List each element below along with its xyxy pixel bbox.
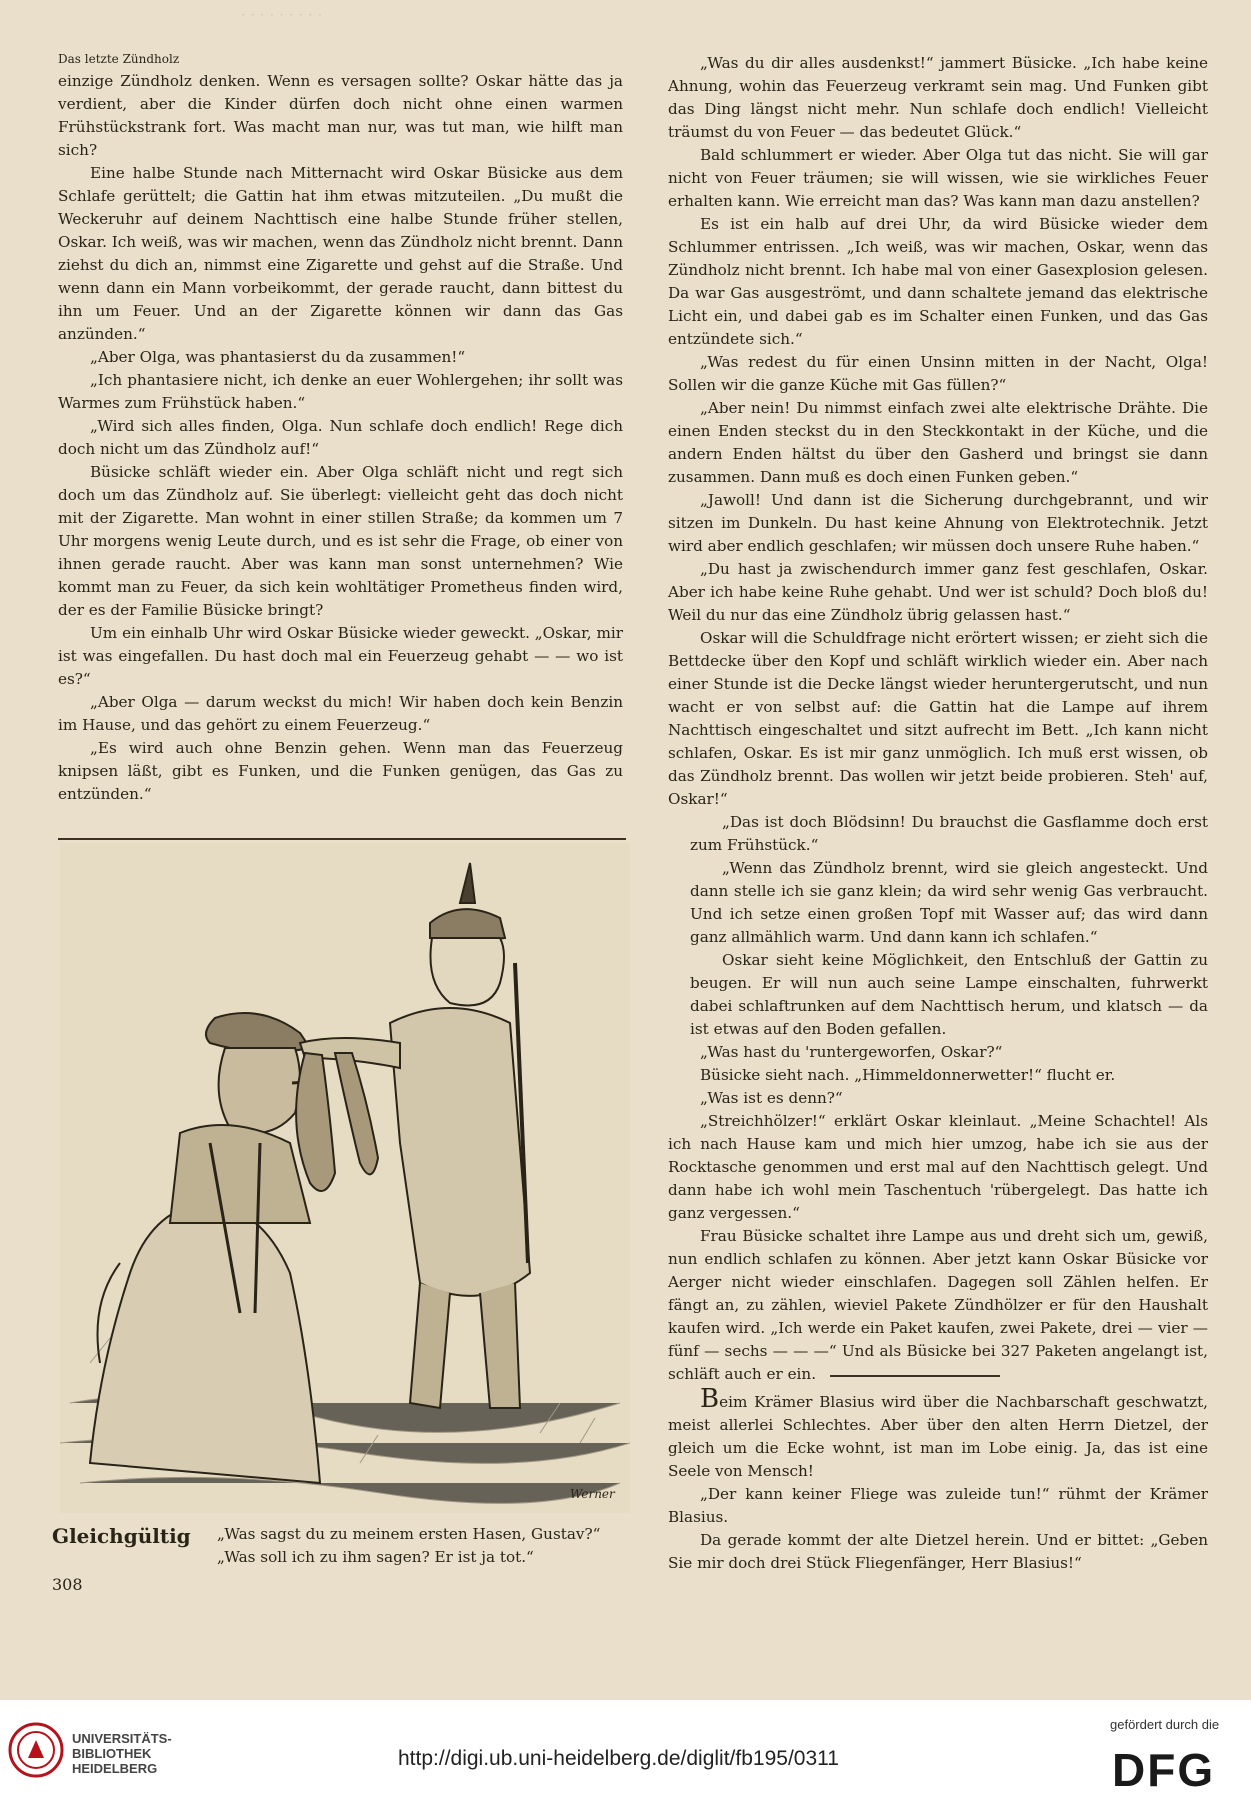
paragraph: einzige Zündholz denken. Wenn es versagen sollte? Oskar hätte das ja verdient, aber die Kinder dürfen doch nicht ohne einen warmen Frühstückstrank fort. Was macht man nur, was tut man, wie hilft man sich? [58, 72, 623, 159]
anecdote [668, 1384, 1208, 1575]
paragraph: „Ich phantasiere nicht, ich denke an euer Wohlergehen; ihr sollt was Warmes zum Frühstück haben.“ [58, 371, 623, 412]
cartoon-illustration [60, 843, 630, 1513]
dfg-logo-icon [1108, 1742, 1238, 1792]
funded-by-label: gefördert durch die [1110, 1717, 1220, 1732]
bleed-through-header: · · · · · · · · · [240, 8, 322, 22]
paragraph: „Was ist es denn?“ [700, 1089, 843, 1107]
paragraph: Da gerade kommt der alte Dietzel herein. Und er bittet: „Geben Sie mir doch drei Stück Fliegenfänger, Herr Blasius!“ [668, 1531, 1208, 1572]
left-column [58, 50, 623, 806]
paragraph: „Was du dir alles ausdenkst!“ jammert Büsicke. „Ich habe keine Ahnung, wohin das Feuerzeug verkramt sein mag. Und Funken gibt das Ding längst nicht mehr. Nun schlafe doch endlich! Vielleicht träumst du von Feuer — das bedeutet Glück.“ [668, 54, 1208, 141]
caption-line: „Was soll ich zu ihm sagen? Er ist ja tot.“ [217, 1548, 534, 1566]
paragraph: „Was redest du für einen Unsinn mitten in der Nacht, Olga! Sollen wir die ganze Küche mit Gas füllen?“ [668, 353, 1208, 394]
library-name-line: BIBLIOTHEK [72, 1746, 152, 1761]
paragraph: Büsicke schläft wieder ein. Aber Olga schläft nicht und regt sich doch um das Zündholz auf. Sie überlegt: vielleicht geht das doch nicht mit der Zigarette. Man wohnt in einer stillen Straße; da kommen um 7 Uhr morgens wenig Leute durch, und es ist sehr die Frage, ob einer von ihnen gerade raucht. Aber was kann man sonst unternehmen? Wie kommt man zu Feuer, da sich kein wohltätiger Prometheus finden wird, der es der Familie Büsicke bringt? [58, 463, 623, 619]
paragraph: Beim Krämer Blasius wird über die Nachbarschaft geschwatzt, meist allerlei Schlechtes. Aber über den alten Herrn Dietzel, der gleich um die Ecke wohnt, ist man im Lobe einig. Ja, das ist eine Seele von Mensch! [668, 1384, 1208, 1480]
paragraph: „Aber nein! Du nimmst einfach zwei alte elektrische Drähte. Die einen Enden steckst du in den Steckkontakt in der Küche, und die andern Enden hältst du über den Gasherd und bringst sie dann zusammen. Dann muß es doch einen Funken geben.“ [668, 399, 1208, 486]
section-rule [830, 1375, 1000, 1377]
paragraph: „Das ist doch Blödsinn! Du brauchst die Gasflamme doch erst zum Frühstück.“ [690, 813, 1208, 854]
paragraph: Eine halbe Stunde nach Mitternacht wird Oskar Büsicke aus dem Schlafe gerüttelt; die Gattin hat ihm etwas mitzuteilen. „Du mußt die Weckeruhr auf deinem Nachttisch eine halbe Stunde früher stellen, Oskar. Ich weiß, was wir machen, wenn das Zündholz nicht brennt. Dann ziehst du dich an, nimmst eine Zigarette und gehst auf die Straße. Und wenn dann ein Mann vorbeikommt, der gerade raucht, dann bittest du ihn um Feuer. Und an der Zigarette können wir dann das Gas anzünden.“ [58, 164, 623, 343]
right-column [668, 52, 1208, 1386]
paragraph: Es ist ein halb auf drei Uhr, da wird Büsicke wieder dem Schlummer entrissen. „Ich weiß, was wir machen, Oskar, wenn das Zündholz nicht brennt. Ich habe mal von einer Gasexplosion gelesen. Da war Gas ausgeströmt, und dann schaltete jemand das elektrische Licht ein, und dabei gab es im Schalter einen Funken, und das Gas entzündete sich.“ [668, 215, 1208, 348]
page-number: 308 [52, 1575, 83, 1594]
paragraph: „Aber Olga, was phantasierst du da zusammen!“ [90, 348, 466, 366]
university-seal-icon [8, 1722, 64, 1778]
caption-line: „Was sagst du zu meinem ersten Hasen, Gustav?“ [217, 1525, 601, 1543]
library-name-line: UNIVERSITÄTS- [72, 1731, 172, 1746]
paragraph: „Aber Olga — darum weckst du mich! Wir haben doch kein Benzin im Hause, und das gehört zu einem Feuerzeug.“ [58, 693, 623, 734]
paragraph: „Es wird auch ohne Benzin gehen. Wenn man das Feuerzeug knipsen läßt, gibt es Funken, und die Funken genügen, das Gas zu entzünden.“ [58, 739, 623, 803]
paragraph: Oskar sieht keine Möglichkeit, den Entschluß der Gattin zu beugen. Er will nun auch seine Lampe einschalten, fuhrwerkt dabei schlaftrunken auf dem Nachttisch herum, und klatsch — da ist etwas auf den Boden gefallen. [690, 951, 1208, 1038]
paragraph: „Streichhölzer!“ erklärt Oskar kleinlaut. „Meine Schachtel! Als ich nach Hause kam und mich hier umzog, habe ich sie aus der Rocktasche genommen und erst mal auf den Nachttisch gelegt. Und dann habe ich wohl mein Taschentuch 'rübergelegt. Das hatte ich ganz vergessen.“ [668, 1112, 1208, 1222]
paragraph: „Wenn das Zündholz brennt, wird sie gleich angesteckt. Und dann stelle ich sie ganz klein; da wird sehr wenig Gas verbraucht. Und ich setze einen großen Topf mit Wasser auf; das wird dann ganz allmählich warm. Und dann kann ich schlafen.“ [690, 859, 1208, 946]
paragraph: Oskar will die Schuldfrage nicht erörtert wissen; er zieht sich die Bettdecke über den Kopf und schläft wirklich wieder ein. Aber nach einer Stunde ist die Decke längst wieder heruntergerutscht, und nun wacht er von selbst auf: die Gattin hat die Lampe auf ihrem Nachttisch eingeschaltet und sitzt aufrecht im Bett. „Ich kann nicht schlafen, Oskar. Es ist mir ganz unmöglich. Ich muß erst wissen, ob das Zündholz brennt. Das wollen wir jetzt beide probieren. Steh' auf, Oskar!“ [668, 629, 1208, 808]
dfg-logo-text: DFG [1112, 1744, 1216, 1792]
running-head: Das letzte Zündholz [58, 52, 180, 66]
paragraph: „Was hast du 'runtergeworfen, Oskar?“ [700, 1043, 1003, 1061]
artist-signature: Werner [570, 1487, 615, 1501]
paragraph: „Wird sich alles finden, Olga. Nun schlafe doch endlich! Rege dich doch nicht um das Zündholz auf!“ [58, 417, 623, 458]
permalink-url[interactable]: http://digi.ub.uni-heidelberg.de/diglit/fb195/0311 [398, 1747, 839, 1770]
cartoon-caption [217, 1523, 647, 1569]
illustration-top-rule [58, 838, 626, 840]
library-name-line: HEIDELBERG [72, 1761, 158, 1776]
paragraph: „Jawoll! Und dann ist die Sicherung durchgebrannt, und wir sitzen im Dunkeln. Du hast keine Ahnung von Elektrotechnik. Jetzt wird aber endlich geschlafen; wir müssen doch unsere Ruhe haben.“ [668, 491, 1208, 555]
library-name [72, 1731, 172, 1776]
paragraph: „Du hast ja zwischendurch immer ganz fest geschlafen, Oskar. Aber ich habe keine Ruhe gehabt. Und wer ist schuld? Doch bloß du! Weil du nur das eine Zündholz übrig gelassen hast.“ [668, 560, 1208, 624]
paragraph: Frau Büsicke schaltet ihre Lampe aus und dreht sich um, gewiß, nun endlich schlafen zu können. Aber jetzt kann Oskar Büsicke vor Aerger nicht wieder einschlafen. Dagegen soll Zählen helfen. Er fängt an, zu zählen, wieviel Pakete Zündhölzer er für den Haushalt kaufen wird. „Ich werde ein Paket kaufen, zwei Pakete, drei — vier — fünf — sechs — — —“ Und als Büsicke bei 327 Paketen angelangt ist, schläft auch er ein. [668, 1227, 1208, 1383]
paragraph: Büsicke sieht nach. „Himmeldonnerwetter!“ flucht er. [700, 1066, 1116, 1084]
paragraph: „Der kann keiner Fliege was zuleide tun!“ rühmt der Krämer Blasius. [668, 1485, 1208, 1526]
paragraph: Um ein einhalb Uhr wird Oskar Büsicke wieder geweckt. „Oskar, mir ist was eingefallen. Du hast doch mal ein Feuerzeug gehabt — — wo ist es?“ [58, 624, 623, 688]
paragraph: Bald schlummert er wieder. Aber Olga tut das nicht. Sie will gar nicht von Feuer träumen; sie will wissen, wie sie wirkliches Feuer erhalten kann. Wie erreicht man das? Was kann man dazu anstellen? [668, 146, 1208, 210]
cartoon-title: Gleichgültig [52, 1524, 191, 1548]
footer-bar [0, 1700, 1251, 1799]
